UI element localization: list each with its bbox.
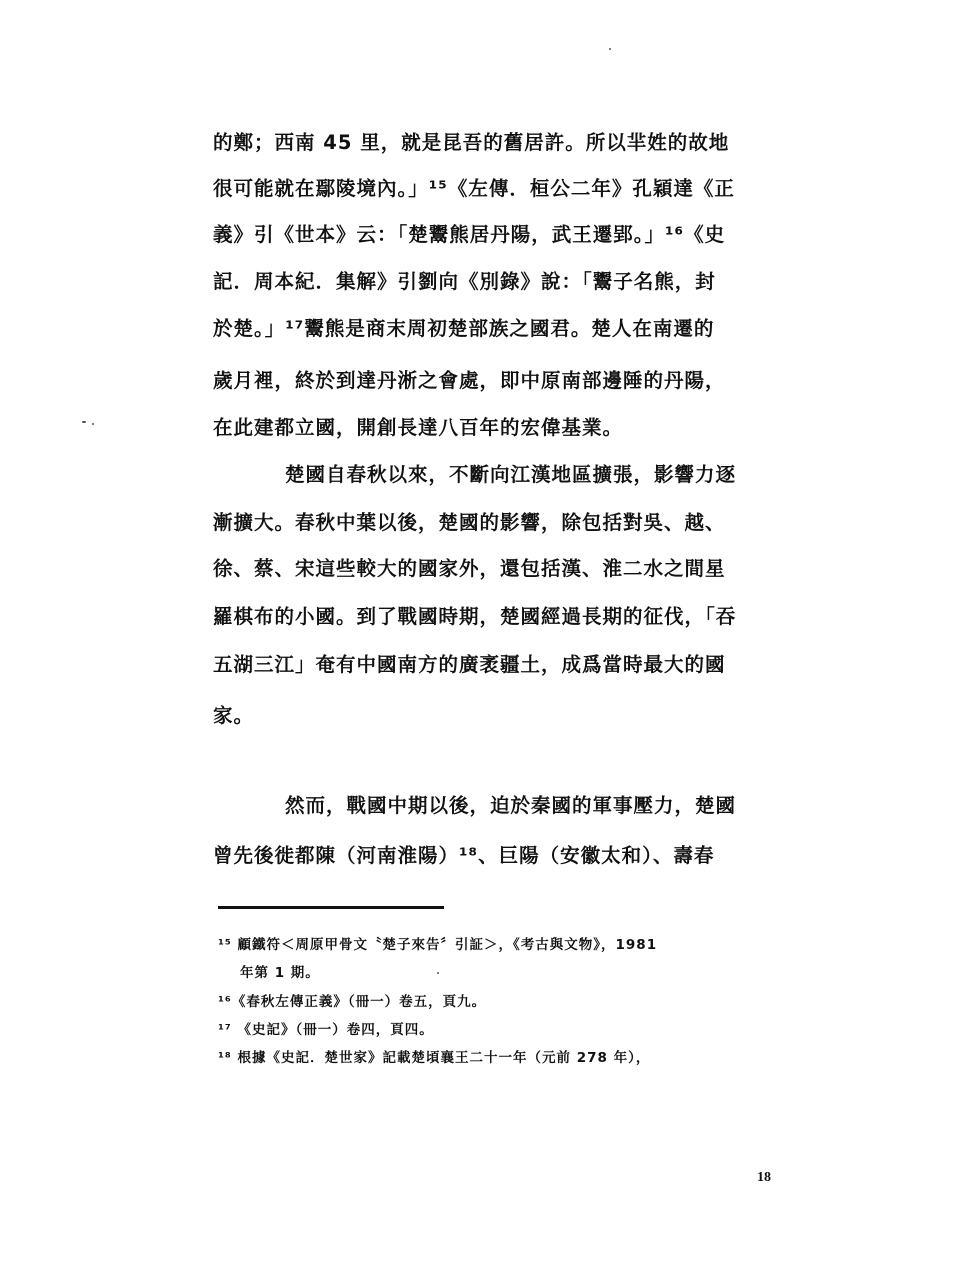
text-line: 很可能就在鄢陵境內。」¹⁵《左傳．桓公二年》孔穎達《正 — [213, 177, 735, 200]
text-line: 的鄭；西南 45 里，就是昆吾的舊居許。所以羋姓的故地 — [213, 131, 730, 154]
footnote-18: ¹⁸ 根據《史記．楚世家》記載楚頃襄王二十一年（元前 278 年）， — [218, 1050, 651, 1066]
text-line: 記．周本紀．集解》引劉向《別錄》說：「鬻子名熊，封 — [213, 270, 716, 293]
scan-speck — [609, 48, 611, 50]
text-line: 徐、蔡、宋這些較大的國家外，還包括漢、淮二水之間星 — [213, 557, 726, 580]
text-line: 漸擴大。春秋中葉以後，楚國的影響，除包括對吳、越、 — [213, 511, 726, 534]
text-line: 義》引《世本》云：「楚鬻熊居丹陽，武王遷郢。」¹⁶《史 — [213, 223, 726, 246]
text-line: 曾先後徙都陳（河南淮陽）¹⁸、巨陽（安徽太和）、壽春 — [213, 844, 715, 867]
text-line: 羅棋布的小國。到了戰國時期，楚國經過長期的征伐，「吞 — [213, 605, 737, 628]
footnote-15: ¹⁵ 顧鐵符＜周原甲骨文〝楚子來告〞引証＞，《考古與文物》，1981 — [218, 937, 658, 953]
text-line: 於楚。」¹⁷鬻熊是商末周初楚部族之國君。楚人在南遷的 — [213, 317, 715, 340]
scan-speck — [92, 423, 94, 425]
footnote-15-continued: 年第 1 期。 — [240, 965, 320, 981]
text-line: 五湖三江」奄有中國南方的廣袤疆土，成爲當時最大的國 — [213, 653, 726, 676]
text-line: 楚國自春秋以來，不斷向江漢地區擴張，影響力逐 — [285, 463, 737, 486]
footnote-separator — [218, 906, 444, 909]
text-line: 歲月裡，終於到達丹淅之會處，即中原南部邊陲的丹陽， — [213, 369, 726, 392]
text-line: 在此建都立國，開創長達八百年的宏偉基業。 — [213, 416, 624, 439]
scan-speck — [82, 421, 86, 423]
footnote-17: ¹⁷ 《史記》（冊一）卷四，頁四。 — [218, 1022, 434, 1038]
page-number: 18 — [757, 1170, 771, 1185]
text-line: 然而，戰國中期以後，迫於秦國的軍事壓力，楚國 — [285, 794, 737, 817]
text-line: 家。 — [213, 704, 255, 727]
footnote-16: ¹⁶《春秋左傳正義》（冊一）卷五，頁九。 — [218, 994, 487, 1010]
